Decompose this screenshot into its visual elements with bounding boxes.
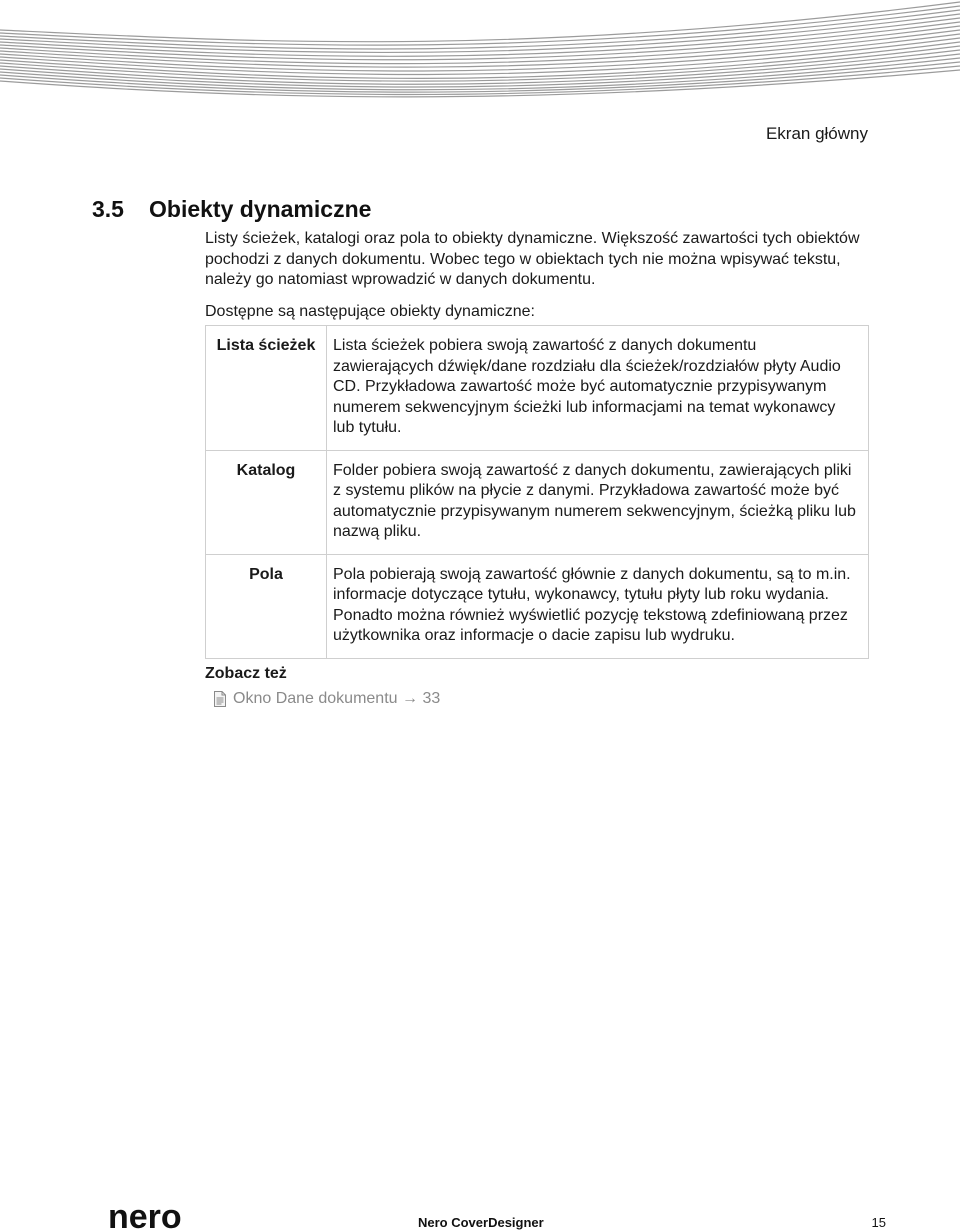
header-wave-decoration (0, 0, 960, 110)
object-description: Lista ścieżek pobiera swoją zawartość z danych dokumentu zawierających dźwięk/dane rozdziału dla ścieżek/rozdziałów płyty Audio CD. Przykładowa zawartość może być automatycznie przypisywanym numerem sekwencyjnym ścieżki lub informacjami na temat wykonawcy lub tytułu. (327, 326, 869, 451)
see-also-arrow: → (402, 690, 418, 707)
object-term: Katalog (206, 450, 327, 554)
object-description: Pola pobierają swoją zawartość głównie z danych dokumentu, są to m.in. informacje dotyczące tytułu, wykonawcy, tytułu płyty lub roku wydania. Ponadto można również wyświetlić pozycję tekstową zdefiniowaną przez użytkownika oraz informacje o dacie zapisu lub wydruku. (327, 554, 869, 658)
objects-lead-text: Dostępne są następujące obiekty dynamiczne: (205, 303, 535, 320)
table-row (206, 450, 869, 554)
section-title: Obiekty dynamiczne (149, 196, 372, 222)
see-also-link-text: Okno Dane dokumentu (233, 690, 398, 707)
footer-product-name: Nero CoverDesigner (418, 1215, 544, 1230)
section-number: 3.5 (92, 196, 124, 222)
see-also-page: 33 (422, 690, 441, 707)
intro-paragraph: Listy ścieżek, katalogi oraz pola to obiekty dynamiczne. Większość zawartości tych obiektów pochodzi z danych dokumentu. Wobec tego w obiektach tych nie można wpisywać tekstu, należy go natomiast wprowadzić w danych dokumentu. (205, 230, 860, 288)
document-icon (213, 691, 227, 707)
see-also-link[interactable] (213, 690, 440, 708)
object-description: Folder pobiera swoją zawartość z danych dokumentu, zawierających pliki z systemu plików na płycie z danymi. Przykładowa zawartość może być automatycznie przypisywanym numerem sekwencyjnym, ścieżką pliku lub nazwą pliku. (327, 450, 869, 554)
section-heading (92, 196, 371, 223)
see-also-heading: Zobacz też (205, 665, 287, 682)
object-term: Lista ścieżek (206, 326, 327, 451)
table-row (206, 326, 869, 451)
table-row (206, 554, 869, 658)
dynamic-objects-table (205, 325, 869, 659)
object-term: Pola (206, 554, 327, 658)
nero-logo (108, 1202, 212, 1232)
running-header-title: Ekran główny (765, 124, 868, 143)
nero-logo-text: nero (108, 1202, 182, 1232)
footer-page-number: 15 (871, 1215, 886, 1230)
